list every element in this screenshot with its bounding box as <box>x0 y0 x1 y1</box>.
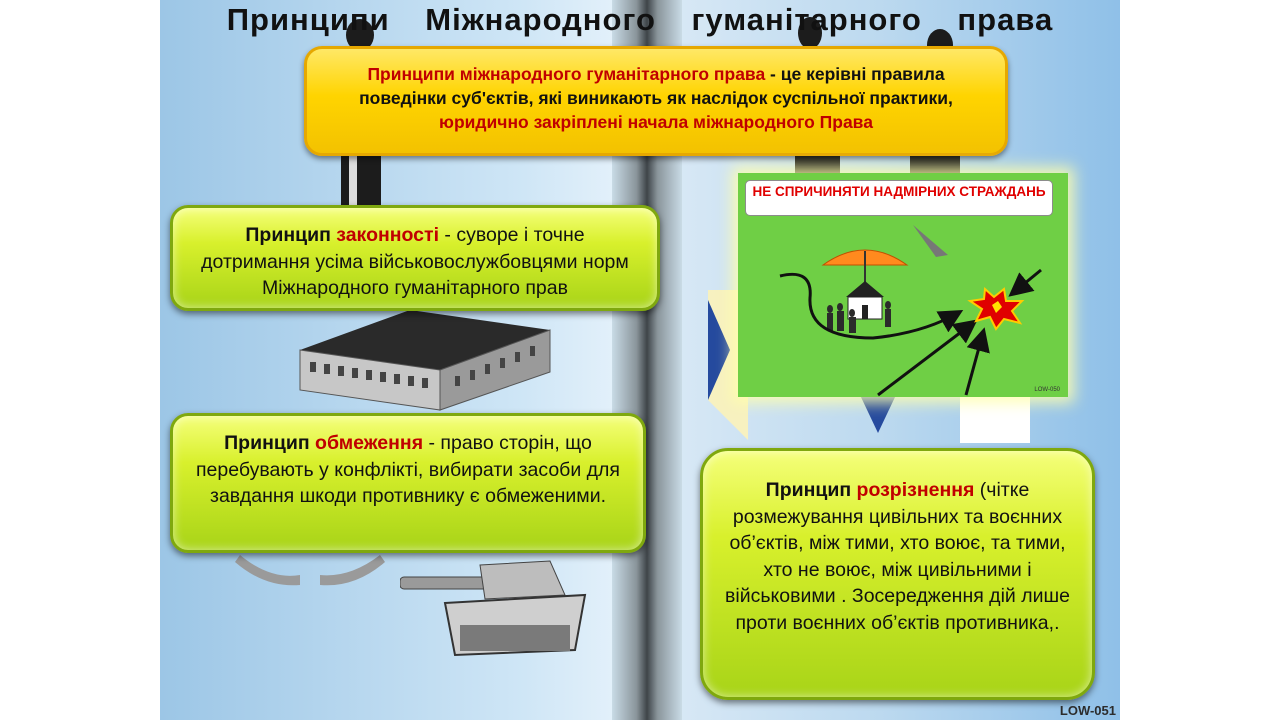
building-illustration <box>290 300 560 412</box>
suffering-illustration <box>738 173 1068 397</box>
principle-keyword: розрізнення <box>856 479 975 501</box>
emblem-diamond <box>860 395 896 435</box>
principle-keyword: законності <box>336 224 439 246</box>
red-crescent-icon <box>960 397 1030 443</box>
definition-term: Принципи міжнародного гуманітарного права <box>367 64 766 84</box>
principle-prefix: Принцип <box>224 432 316 454</box>
illustration-label: НЕ СПРИЧИНЯТИ НАДМІРНИХ СТРАЖДАНЬ <box>745 180 1053 216</box>
principle-text: - суворе і точне дотримання усіма військовослужбовцями норм Міжнародного гуманітарного прав <box>201 224 629 300</box>
page-title: Принципи Міжнародного гуманітарного права <box>226 2 1054 37</box>
limitation-principle-box <box>170 413 646 553</box>
wheel-fragments <box>230 550 390 590</box>
definition-box <box>304 46 1008 156</box>
illustration-scene <box>738 173 1068 397</box>
slide <box>160 0 1120 720</box>
principle-text: - право сторін, що перебувають у конфлікті, вибирати засоби для завдання шкоди противнику є обмеженими. <box>196 432 620 508</box>
legality-principle-box <box>170 205 660 311</box>
tank-illustration <box>400 555 590 665</box>
slide-code: LOW-051 <box>1059 703 1116 718</box>
principle-text: (чітке розмежування цивільних та воєнних об’єктів, між тими, хто воює, та тими, хто не воює, між цивільними і військовими . Зосередження дій лише проти воєнних об’єктів противника,. <box>725 479 1070 634</box>
distinction-principle-box <box>700 448 1095 700</box>
principle-keyword: обмеження <box>315 432 424 454</box>
definition-text: - це керівні правила поведінки суб'єктів, які виникають як наслідок суспільної практики, <box>359 64 953 108</box>
illustration-code: LOW-050 <box>1034 387 1060 393</box>
definition-highlight: юридично закріплені начала міжнародного Права <box>439 111 873 132</box>
principle-prefix: Принцип <box>765 479 857 501</box>
principle-prefix: Принцип <box>245 224 337 246</box>
